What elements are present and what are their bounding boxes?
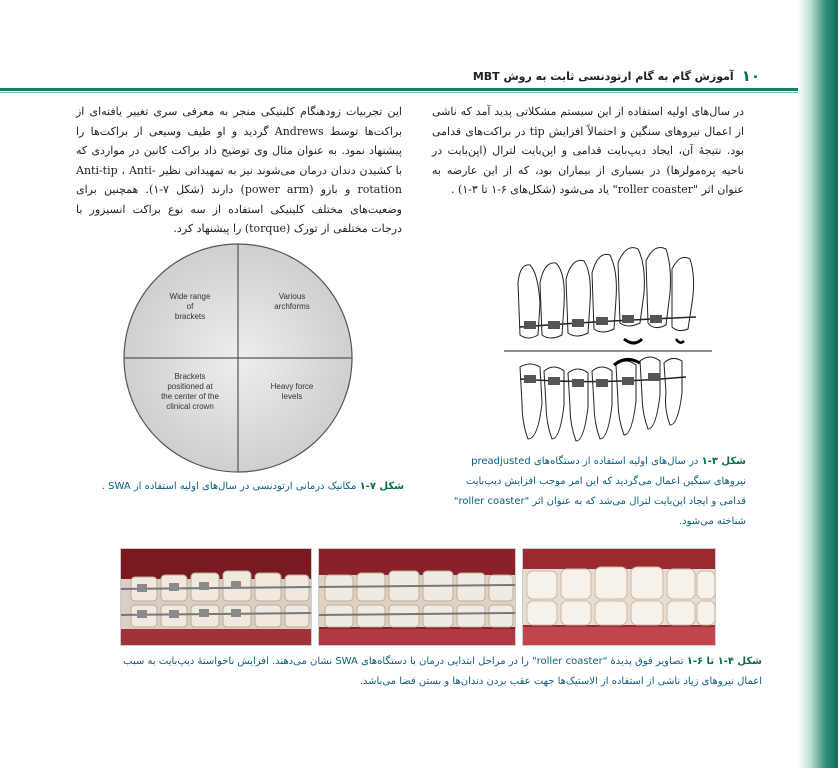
page-number: ۱۰ (741, 67, 760, 85)
caption-figures-4-6 (100, 652, 762, 692)
photo-figure-5 (318, 548, 516, 646)
header-rule-thin (0, 92, 798, 93)
paragraph-right: در سال‌های اولیه استفاده از این سیستم مشکلاتی پدید آمد که ناشی از اعمال نیروهای سنگین و احتمالاً افزایش tip در براکت‌های قدامی بود. نتیجهٔ آن، ایجاد دیپ‌بایت قدامی و اپن‌بایت لترال (اپن‌بایت در ناحیه پره‌مولرها) در بسیاری از بیماران بود، که از این عارضه به عنوان اثر "roller coaster" یاد می‌شود (شکل‌های ۶-۱ تا ۳-۱) . (432, 105, 744, 196)
caption-figure-7 (98, 477, 404, 497)
photo-figure-6 (522, 548, 716, 646)
caption-label: شکل ۳-۱ (701, 456, 746, 467)
quadrant-label-bottom-right: Heavy force levels (270, 382, 314, 401)
figure-7-diagram (120, 241, 356, 475)
caption-label: شکل ۴-۱ تا ۶-۱ (686, 656, 762, 667)
caption-label: شکل ۷-۱ (359, 481, 404, 492)
photo-figure-4 (120, 548, 312, 646)
caption-text: مکانیک درمانی ارتودنسی در سال‌های اولیه استفاده از SWA . (101, 481, 357, 492)
caption-text: تصاویر فوق پدیدهٔ "roller coaster" را در مراحل ابتدایی درمان با دستگاه‌های SWA نشان می‌دهند. افزایش ناخواستهٔ دیپ‌بایت به سبب اعمال نیروهای زیاد ناشی از استفاده از الاستیک‌ها جهت عقب بردن دندان‌ها و بستن فضا می‌باشد. (123, 656, 762, 687)
tooth-line-drawing (500, 243, 716, 443)
caption-figure-3 (438, 452, 746, 532)
quadrant-label-bottom-left: Brackets positioned at the center of the clinical crown (161, 372, 219, 411)
quadrant-circle (120, 241, 356, 475)
paragraph-left: این تجربیات زودهنگام کلینیکی منجر به معرفی سری تغییر یافته‌ای از براکت‌ها توسط Andrews گردید و او طیف وسیعی از براکت‌ها را پیشنهاد نمود. به عنوان مثال وی توضیح داد براکت کانین در مواردی که با کشیدن دندان درمان می‌شوند نیز به تمهیداتی نظیر Anti-tip ، Anti-rotation و بازو (power arm) دارند (شکل ۷-۱). همچنین برای وضعیت‌های مختلف کلینیکی استفاده از سه نوع براکت انسیزور با درجات مختلفی از تورک (torque) را پیشنهاد کرد. (76, 105, 403, 235)
header-rule (0, 88, 798, 91)
decorative-side-band (798, 0, 838, 768)
page-title: آموزش گام به گام ارتودنسی ثابت به روش MBT (472, 69, 734, 83)
page-header (470, 66, 760, 86)
quadrant-label-top-right: Various archforms (274, 292, 310, 311)
caption-text: در سال‌های اولیه استفاده از دستگاه‌های preadjusted نیروهای سنگین اعمال می‌گردید که این امر موجب افزایش دیپ‌بایت قدامی و ایجاد اپن‌بایت لترال می‌شد که به عنوان اثر "roller coaster" شناخته می‌شود. (453, 456, 746, 527)
figure-3-tooth-sketch (500, 243, 716, 443)
quadrant-label-top-left: Wide range of brackets (169, 292, 211, 321)
